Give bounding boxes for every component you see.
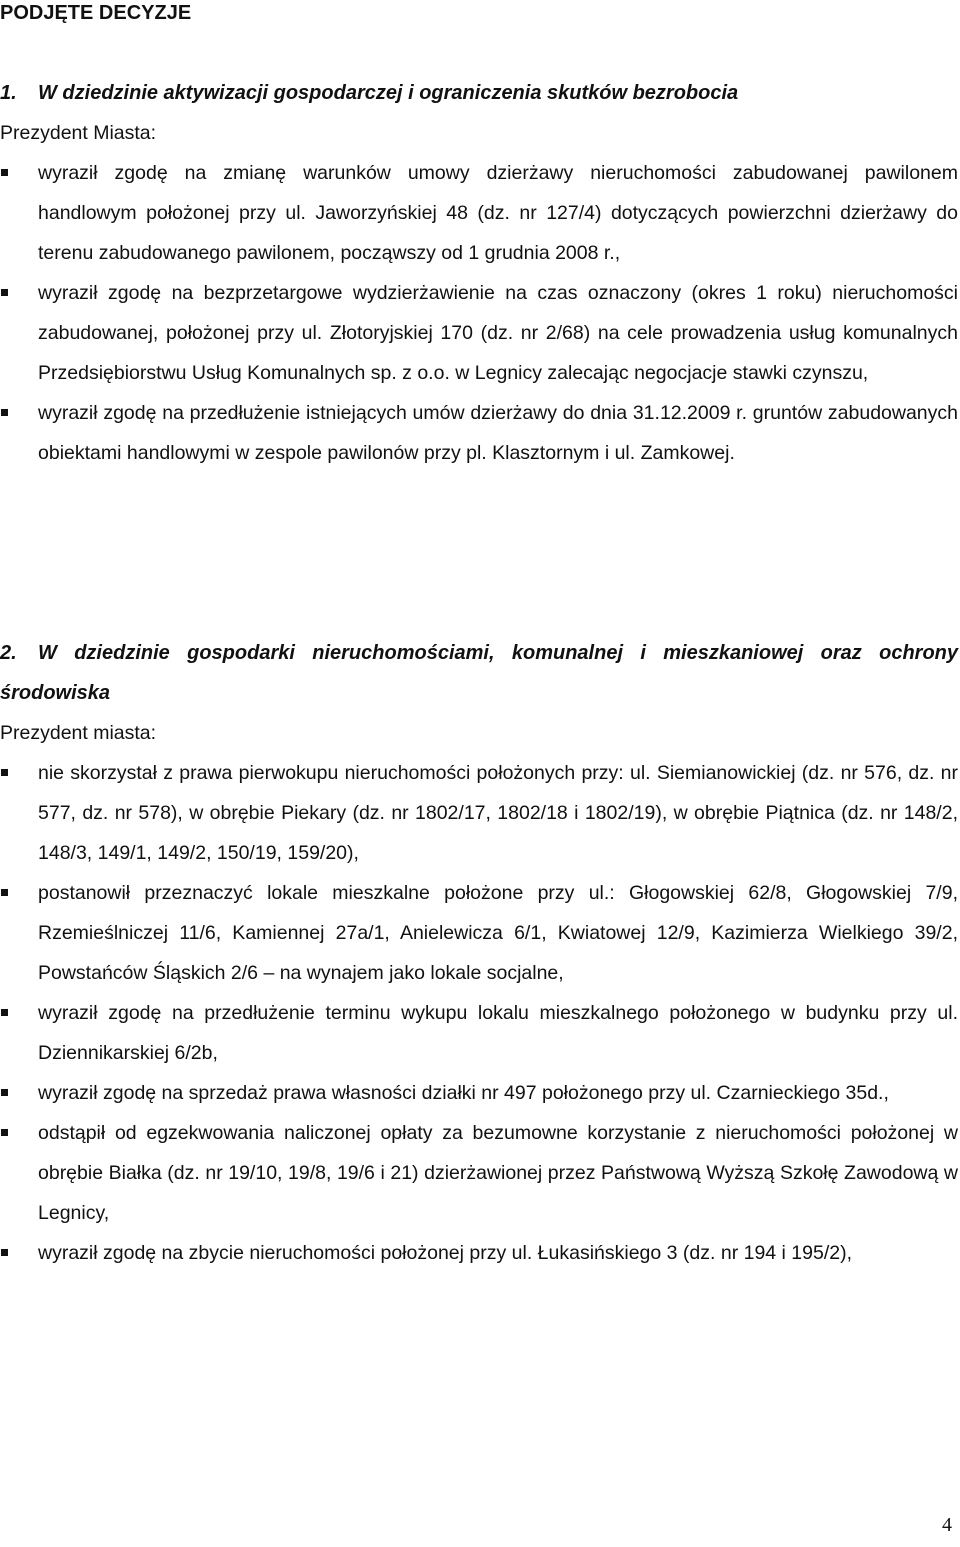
section-heading-1 bbox=[0, 73, 738, 113]
decision-text: nie skorzystał z prawa pierwokupu nieruchomości położonych przy: ul. Siemianowickiej (dz. nr 576, dz. nr 577, dz. nr 578), w obrębie Piekary (dz. nr 1802/17, 1802/18 i 1802/19), w obrębie Piątnica (dz. nr 148/2, 148/3, 149/1, 149/2, 150/19, 159/20), bbox=[38, 762, 958, 864]
section-title: W dziedzinie gospodarki nieruchomościami, komunalnej i mieszkaniowej oraz ochrony środowiska bbox=[0, 642, 958, 704]
decision-item bbox=[0, 873, 958, 993]
decision-item bbox=[0, 1113, 958, 1233]
decision-list-2 bbox=[0, 753, 958, 1273]
section-title: W dziedzinie aktywizacji gospodarczej i ograniczenia skutków bezrobocia bbox=[38, 82, 739, 104]
bullet-square-icon bbox=[1, 1089, 8, 1096]
decision-text: postanowił przeznaczyć lokale mieszkalne położone przy ul.: Głogowskiej 62/8, Głogowskiej 7/9, Rzemieślniczej 11/6, Kamiennej 27a/1, Anielewicza 6/1, Kwiatowej 12/9, Kazimierza Wielkiego 39/2, Powstańców Śląskich 2/6 – na wynajem jako lokale socjalne, bbox=[38, 882, 958, 984]
decision-text: wyraził zgodę na zmianę warunków umowy dzierżawy nieruchomości zabudowanej pawilonem handlowym położonej przy ul. Jaworzyńskiej 48 (dz. nr 127/4) dotyczących powierzchni dzierżawy do terenu zabudowanego pawilonem, począwszy od 1 grudnia 2008 r., bbox=[38, 162, 958, 264]
bullet-square-icon bbox=[1, 409, 8, 416]
bullet-square-icon bbox=[1, 169, 8, 176]
bullet-square-icon bbox=[1, 769, 8, 776]
decision-item bbox=[0, 1073, 958, 1113]
decision-text: wyraził zgodę na bezprzetargowe wydzierżawienie na czas oznaczony (okres 1 roku) nieruchomości zabudowanej, położonej przy ul. Złotoryjskiej 170 (dz. nr 2/68) na cele prowadzenia usług komunalnych Przedsiębiorstwu Usług Komunalnych sp. z o.o. w Legnicy zalecając negocjacje stawki czynszu, bbox=[38, 282, 958, 384]
bullet-square-icon bbox=[1, 889, 8, 896]
decision-text: wyraził zgodę na sprzedaż prawa własności działki nr 497 położonego przy ul. Czarnieckiego 35d., bbox=[38, 1082, 889, 1104]
decision-item bbox=[0, 153, 958, 273]
section-number: 2. bbox=[0, 642, 17, 664]
decision-item bbox=[0, 753, 958, 873]
decision-item bbox=[0, 393, 958, 473]
decision-item bbox=[0, 993, 958, 1073]
bullet-square-icon bbox=[1, 289, 8, 296]
decision-text: wyraził zgodę na zbycie nieruchomości położonej przy ul. Łukasińskiego 3 (dz. nr 194 i 195/2), bbox=[38, 1242, 853, 1264]
decision-item bbox=[0, 273, 958, 393]
decision-subject: Prezydent Miasta: bbox=[0, 122, 157, 144]
decision-subject: Prezydent miasta: bbox=[0, 722, 157, 744]
page-title: PODJĘTE DECYZJE bbox=[0, 2, 192, 24]
bullet-square-icon bbox=[1, 1129, 8, 1136]
bullet-square-icon bbox=[1, 1009, 8, 1016]
decision-text: wyraził zgodę na przedłużenie terminu wykupu lokalu mieszkalnego położonego w budynku przy ul. Dziennikarskiej 6/2b, bbox=[38, 1002, 958, 1064]
page-number: 4 bbox=[942, 1514, 952, 1536]
decision-text: odstąpił od egzekwowania naliczonej opłaty za bezumowne korzystanie z nieruchomości położonej w obrębie Białka (dz. nr 19/10, 19/8, 19/6 i 21) dzierżawionej przez Państwową Wyższą Szkołę Zawodową w Legnicy, bbox=[38, 1122, 958, 1224]
section-number: 1. bbox=[0, 82, 17, 104]
section-heading-2 bbox=[0, 633, 958, 713]
decision-text: wyraził zgodę na przedłużenie istniejących umów dzierżawy do dnia 31.12.2009 r. gruntów zabudowanych obiektami handlowymi w zespole pawilonów przy pl. Klasztornym i ul. Zamkowej. bbox=[38, 402, 958, 464]
bullet-square-icon bbox=[1, 1249, 8, 1256]
decision-list-1 bbox=[0, 153, 958, 473]
decision-item bbox=[0, 1233, 958, 1273]
